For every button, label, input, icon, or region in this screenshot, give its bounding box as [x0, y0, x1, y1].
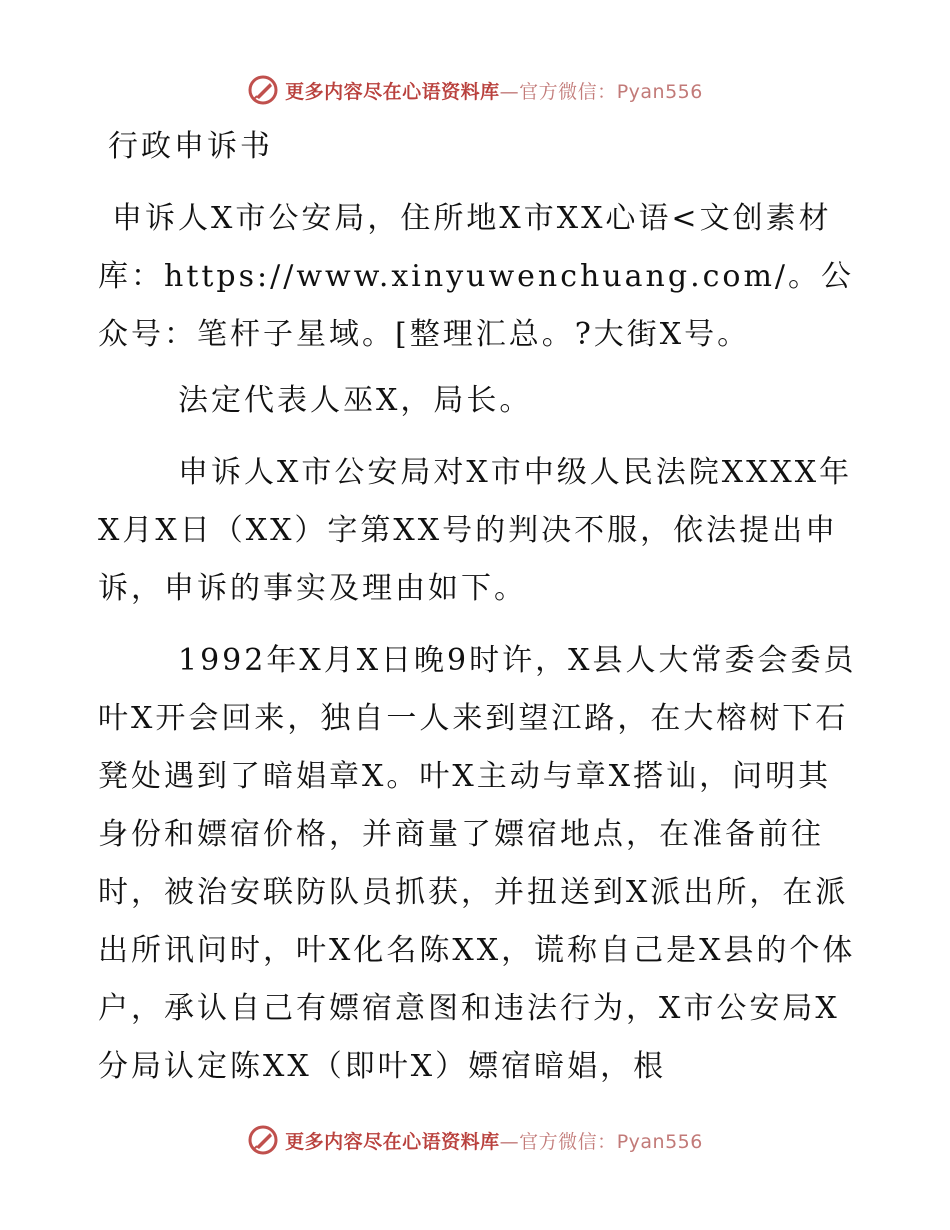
quill-logo-icon [247, 1124, 279, 1156]
watermark-main: 更多内容尽在心语资料库 [285, 1130, 500, 1153]
quill-logo-icon [247, 74, 279, 106]
watermark-account: Pyan556 [616, 1130, 703, 1153]
watermark-text [285, 1127, 703, 1154]
applicant-paragraph: 申诉人X市公安局，住所地X市XX心语<文创素材库：https://www.xinyuwenchuang.com/。公众号：笔杆子星域。[整理汇总。?大街X号。 [98, 201, 855, 352]
watermark-sep: —官方微信： [499, 1130, 617, 1153]
watermark-sep: —官方微信： [499, 80, 617, 103]
representative-paragraph: 法定代表人巫X，局长。 [178, 383, 533, 418]
watermark-header [0, 70, 950, 110]
facts-paragraph: 1992年X月X日晚9时许，X县人大常委会委员叶X开会回来，独自一人来到望江路，在大榕树下石凳处遇到了暗娼章X。叶X主动与章X搭讪，问明其身份和嫖宿价格，并商量了嫖宿地点，在准备前往时，被治安联防队员抓获，并扭送到X派出所，在派出所讯问时，叶X化名陈XX，谎称自己是X县的个体户，承认自己有嫖宿意图和违法行为，X市公安局X分局认定陈XX（即叶X）嫖宿暗娼，根 [98, 643, 857, 1084]
watermark-main: 更多内容尽在心语资料库 [285, 80, 500, 103]
document-body [98, 118, 858, 1110]
watermark-text [285, 77, 703, 104]
statement-paragraph: 申诉人X市公安局对X市中级人民法院XXXX年X月X日（XX）字第XX号的判决不服，依法提出申诉，申诉的事实及理由如下。 [98, 455, 853, 606]
document-title: 行政申诉书 [108, 129, 273, 164]
watermark-account: Pyan556 [616, 80, 703, 103]
watermark-footer [0, 1120, 950, 1160]
